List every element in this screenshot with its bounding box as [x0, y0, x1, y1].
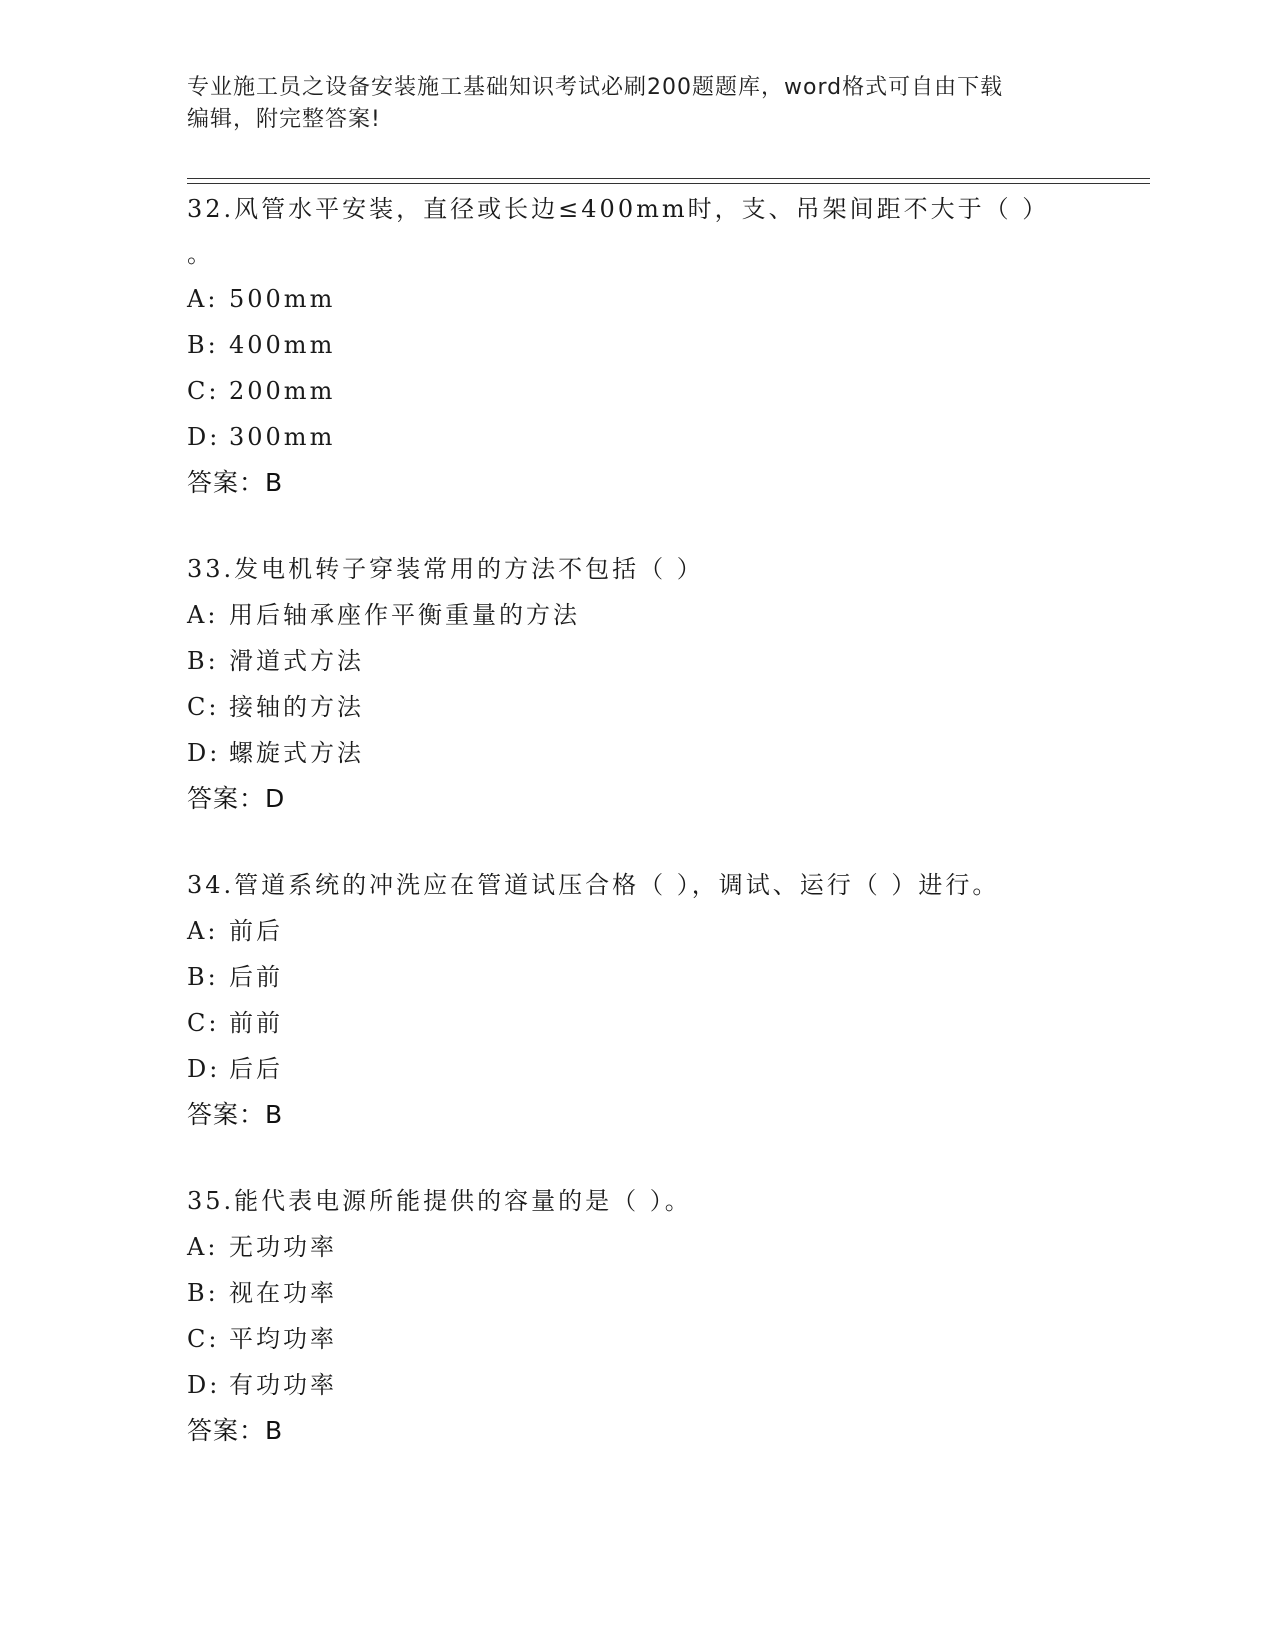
option-letter: B:	[187, 647, 219, 675]
option-text: 200mm	[229, 377, 336, 405]
option-a	[187, 908, 1087, 954]
option-letter: D:	[187, 1055, 221, 1083]
option-letter: C:	[187, 377, 220, 405]
option-b	[187, 954, 1087, 1000]
question-32	[187, 186, 1087, 506]
option-letter: C:	[187, 693, 220, 721]
option-a	[187, 592, 1087, 638]
option-b	[187, 638, 1087, 684]
option-text: 无功功率	[229, 1233, 337, 1261]
option-a	[187, 276, 1087, 322]
question-34	[187, 862, 1087, 1138]
header-line-2: 编辑，附完整答案!	[187, 107, 381, 132]
option-b	[187, 322, 1087, 368]
question-35	[187, 1178, 1087, 1454]
option-letter: A:	[187, 601, 219, 629]
option-d	[187, 1362, 1087, 1408]
option-text: 用后轴承座作平衡重量的方法	[229, 601, 580, 629]
option-text: 前前	[229, 1009, 283, 1037]
option-c	[187, 1316, 1087, 1362]
answer-line: 答案：B	[187, 1416, 284, 1445]
option-text: 400mm	[229, 331, 336, 359]
option-text: 滑道式方法	[229, 647, 364, 675]
question-stem: 32.风管水平安装，直径或长边≤400mm时，支、吊架间距不大于（ ）	[187, 195, 1050, 223]
option-letter: D:	[187, 739, 221, 767]
option-letter: B:	[187, 963, 219, 991]
option-letter: C:	[187, 1009, 220, 1037]
option-b	[187, 1270, 1087, 1316]
header-line-1: 专业施工员之设备安装施工基础知识考试必刷200题题库，word格式可自由下载	[187, 75, 1004, 100]
option-letter: A:	[187, 285, 219, 313]
option-letter: C:	[187, 1325, 220, 1353]
question-stem: 35.能代表电源所能提供的容量的是（ ）。	[187, 1187, 692, 1215]
option-text: 500mm	[229, 285, 336, 313]
option-letter: B:	[187, 1279, 219, 1307]
option-text: 接轴的方法	[229, 693, 364, 721]
option-a	[187, 1224, 1087, 1270]
option-text: 视在功率	[229, 1279, 337, 1307]
option-text: 有功功率	[229, 1371, 337, 1399]
option-text: 后前	[229, 963, 283, 991]
question-stem: 33.发电机转子穿装常用的方法不包括（ ）	[187, 555, 704, 583]
header-divider-bottom	[187, 183, 1150, 184]
option-c	[187, 368, 1087, 414]
option-text: 螺旋式方法	[229, 739, 364, 767]
option-letter: D:	[187, 423, 221, 451]
question-stem: 34.管道系统的冲洗应在管道试压合格（ ），调试、运行（ ）进行。	[187, 871, 1000, 899]
option-text: 前后	[229, 917, 283, 945]
option-text: 300mm	[229, 423, 336, 451]
option-text: 后后	[229, 1055, 283, 1083]
question-33	[187, 546, 1087, 822]
question-stem-tail: 。	[187, 240, 214, 268]
option-letter: D:	[187, 1371, 221, 1399]
option-d	[187, 730, 1087, 776]
option-text: 平均功率	[229, 1325, 337, 1353]
answer-line: 答案：B	[187, 1100, 284, 1129]
option-letter: A:	[187, 917, 219, 945]
option-d	[187, 1046, 1087, 1092]
answer-line: 答案：B	[187, 468, 284, 497]
document-header	[187, 72, 1087, 136]
option-letter: A:	[187, 1233, 219, 1261]
option-letter: B:	[187, 331, 219, 359]
option-c	[187, 684, 1087, 730]
option-c	[187, 1000, 1087, 1046]
option-d	[187, 414, 1087, 460]
header-divider-top	[187, 178, 1150, 179]
answer-line: 答案：D	[187, 784, 286, 813]
